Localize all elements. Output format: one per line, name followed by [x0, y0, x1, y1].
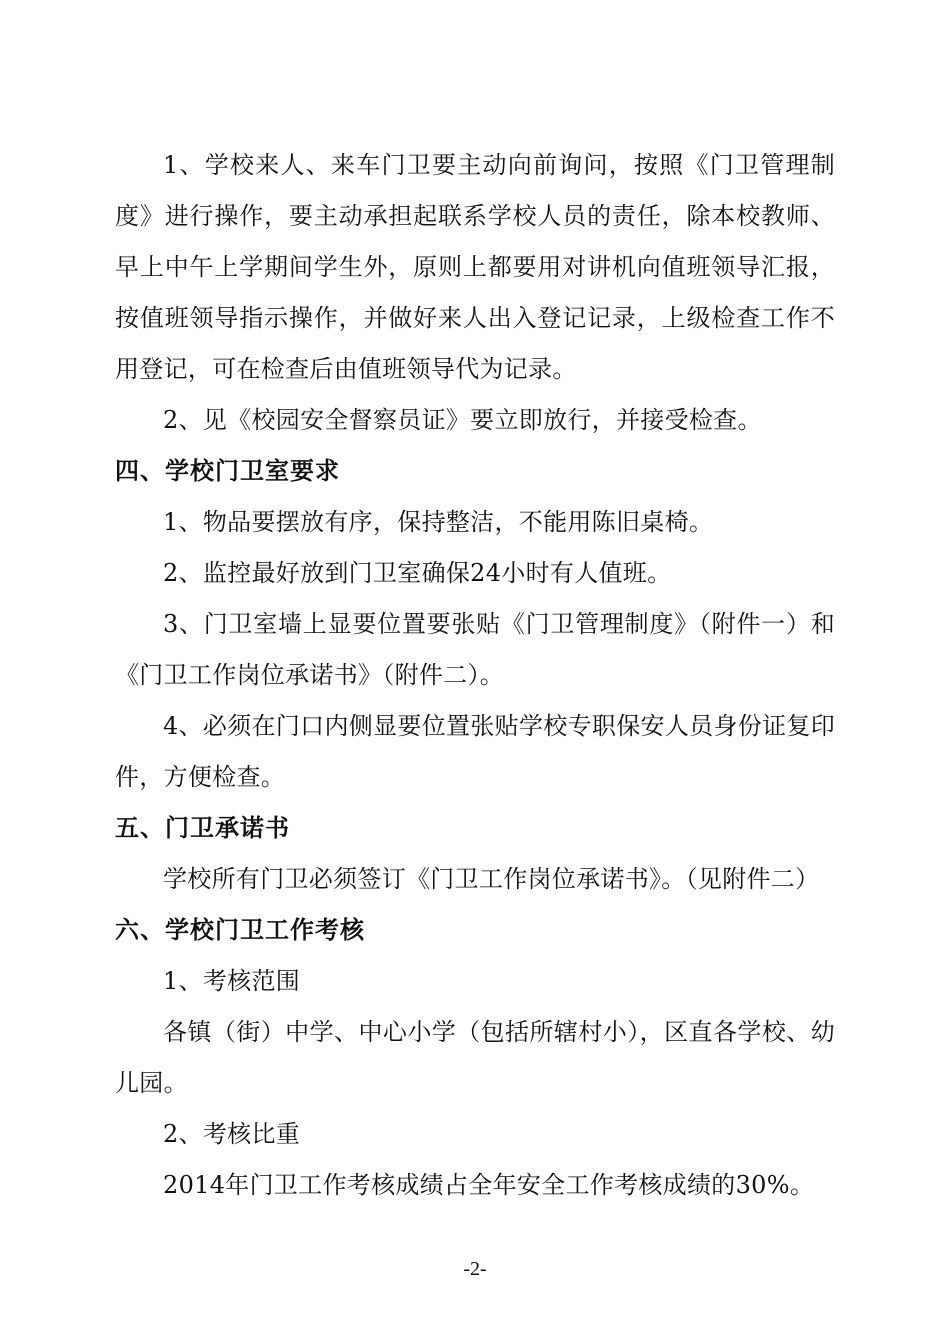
paragraph-assessment-scope: 各镇（街）中学、中心小学（包括所辖村小），区直各学校、幼儿园。 [115, 1018, 835, 1097]
paragraph-sign-commitment: 学校所有门卫必须签订《门卫工作岗位承诺书》。（见附件二） [163, 865, 820, 893]
document-body [115, 140, 835, 1211]
paragraph-wall-postings: 3、门卫室墙上显要位置要张贴《门卫管理制度》（附件一）和《门卫工作岗位承诺书》（附件二）。 [115, 610, 835, 689]
paragraph-visitor-inquiry: 1、学校来人、来车门卫要主动向前询问，按照《门卫管理制度》进行操作，要主动承担起联系学校人员的责任，除本校教师、早上中午上学期间学生外，原则上都要用对讲机向值班领导汇报，按值班领导指示操作，并做好来人出入登记记录，上级检查工作不用登记，可在检查后由值班领导代为记录。 [115, 151, 835, 383]
section-heading-commitment-letter: 五、门卫承诺书 [115, 814, 290, 842]
paragraph-assessment-weight: 2014年门卫工作考核成绩占全年安全工作考核成绩的30%。 [163, 1171, 815, 1199]
paragraph-assessment-weight-title: 2、考核比重 [163, 1120, 301, 1148]
paragraph-monitoring: 2、监控最好放到门卫室确保24小时有人值班。 [163, 559, 672, 587]
paragraph-id-copies: 4、必须在门口内侧显要位置张贴学校专职保安人员身份证复印件，方便检查。 [115, 712, 835, 791]
paragraph-orderly-items: 1、物品要摆放有序，保持整洁，不能用陈旧桌椅。 [163, 508, 714, 536]
paragraph-inspector-pass: 2、见《校园安全督察员证》要立即放行，并接受检查。 [163, 406, 762, 434]
page-number: -2- [463, 1258, 487, 1280]
section-heading-gatehouse-requirements: 四、学校门卫室要求 [115, 457, 340, 485]
section-heading-assessment: 六、学校门卫工作考核 [115, 916, 365, 944]
paragraph-assessment-scope-title: 1、考核范围 [163, 967, 301, 995]
